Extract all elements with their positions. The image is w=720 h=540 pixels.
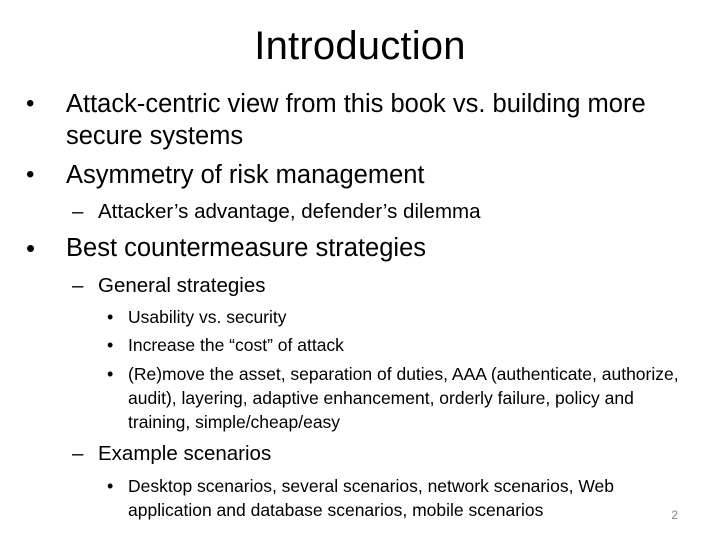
dash-marker: – (72, 442, 84, 465)
page-number: 2 (671, 508, 678, 522)
bullet-asymmetry (0, 159, 700, 191)
subbullet-general-strategies (0, 272, 700, 300)
subbullet-text: General strategies (98, 274, 266, 297)
bullet-text: Asymmetry of risk management (66, 161, 425, 189)
subbullet-attacker-advantage (0, 198, 700, 226)
subsubbullet-text: Usability vs. security (128, 307, 287, 327)
bullet-attack-centric (0, 88, 700, 152)
dash-marker: – (72, 200, 84, 223)
subsubbullet-remove-asset (0, 362, 700, 434)
subsubbullet-desktop-scenarios (0, 474, 670, 522)
bullet-countermeasures (0, 232, 700, 264)
bullet-marker: • (26, 233, 36, 263)
dash-marker: – (72, 274, 84, 297)
subsubbullet-usability (0, 305, 700, 329)
bullet-marker: • (107, 476, 114, 496)
subsubbullet-increase-cost (0, 333, 700, 357)
bullet-marker: • (107, 307, 114, 327)
bullet-text: Best countermeasure strategies (66, 234, 427, 262)
bullet-marker: • (26, 90, 35, 117)
bullet-marker: • (107, 335, 114, 355)
slide-title: Introduction (254, 24, 466, 68)
subbullet-text: Attacker’s advantage, defender’s dilemma (98, 200, 481, 223)
bullet-marker: • (26, 161, 35, 188)
bullet-text: Attack-centric view from this book vs. building more secure systems (66, 90, 646, 150)
subsubbullet-text: Desktop scenarios, several scenarios, network scenarios, Web application and database scenarios, mobile scenarios (128, 476, 615, 520)
subsubbullet-text: (Re)move the asset, separation of duties, AAA (authenticate, authorize, audit), layering, adaptive enhancement, orderly failure, policy and training, simple/cheap/easy (128, 364, 679, 432)
subbullet-example-scenarios (0, 440, 700, 468)
subsubbullet-text: Increase the “cost” of attack (128, 335, 344, 355)
bullet-marker: • (107, 364, 114, 384)
subbullet-text: Example scenarios (98, 442, 272, 465)
